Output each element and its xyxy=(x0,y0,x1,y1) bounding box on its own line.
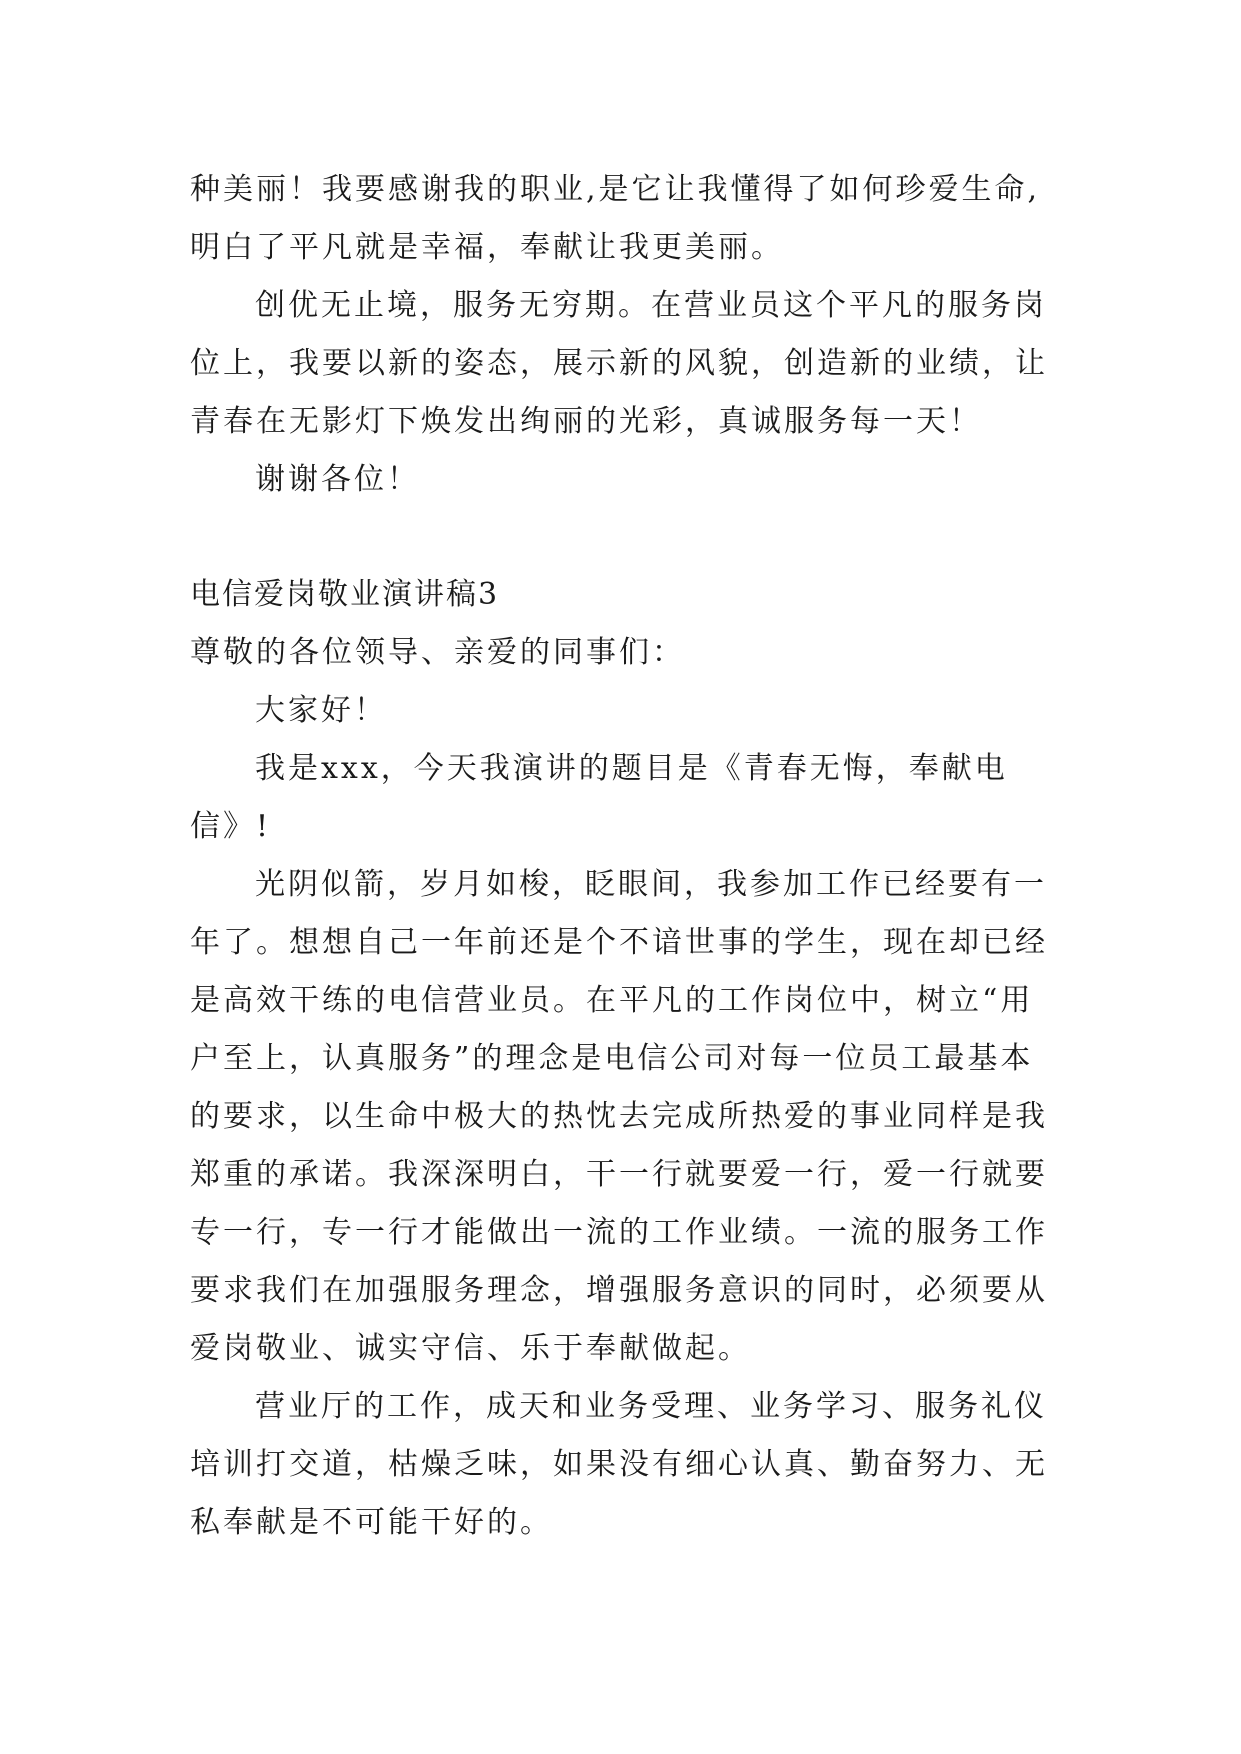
text-line: 营业厅的工作，成天和业务受理、业务学习、服务礼仪 xyxy=(255,1389,1047,1424)
text-line: 信》! xyxy=(190,809,272,844)
text-line: 要求我们在加强服务理念，增强服务意识的同时，必须要从 xyxy=(190,1273,1048,1308)
text-line: 爱岗敬业、诚实守信、乐于奉献做起。 xyxy=(190,1331,751,1366)
text-line: 谢谢各位！ xyxy=(255,462,420,497)
text-line: 青春在无影灯下焕发出绚丽的光彩，真诚服务每一天！ xyxy=(190,404,982,439)
text-line: 种美丽！我要感谢我的职业,是它让我懂得了如何珍爱生命, xyxy=(190,172,1041,207)
text-line: 户至上，认真服务”的理念是电信公司对每一位员工最基本 xyxy=(190,1041,1034,1076)
text-line: 私奉献是不可能干好的。 xyxy=(190,1505,553,1540)
text-line: 专一行，专一行才能做出一流的工作业绩。一流的服务工作 xyxy=(190,1215,1048,1250)
greeting: 大家好！ xyxy=(255,693,387,728)
section-heading: 电信爱岗敬业演讲稿3 xyxy=(190,577,500,612)
text-line: 光阴似箭，岁月如梭，眨眼间，我参加工作已经要有一 xyxy=(255,867,1047,902)
text-line: 是高效干练的电信营业员。在平凡的工作岗位中，树立“用 xyxy=(190,983,1034,1018)
text-line: 年了。想想自己一年前还是个不谙世事的学生，现在却已经 xyxy=(190,925,1048,960)
text-line: 我是xxx，今天我演讲的题目是《青春无悔，奉献电 xyxy=(255,751,1008,786)
text-line: 创优无止境，服务无穷期。在营业员这个平凡的服务岗 xyxy=(255,288,1047,323)
text-line: 郑重的承诺。我深深明白，干一行就要爱一行，爱一行就要 xyxy=(190,1157,1048,1192)
text-line: 位上，我要以新的姿态，展示新的风貌，创造新的业绩，让 xyxy=(190,346,1048,381)
text-line: 培训打交道，枯燥乏味，如果没有细心认真、勤奋努力、无 xyxy=(190,1447,1048,1482)
text-line: 的要求，以生命中极大的热忱去完成所热爱的事业同样是我 xyxy=(190,1099,1048,1134)
salutation: 尊敬的各位领导、亲爱的同事们： xyxy=(190,635,685,670)
text-line: 明白了平凡就是幸福，奉献让我更美丽。 xyxy=(190,230,784,265)
